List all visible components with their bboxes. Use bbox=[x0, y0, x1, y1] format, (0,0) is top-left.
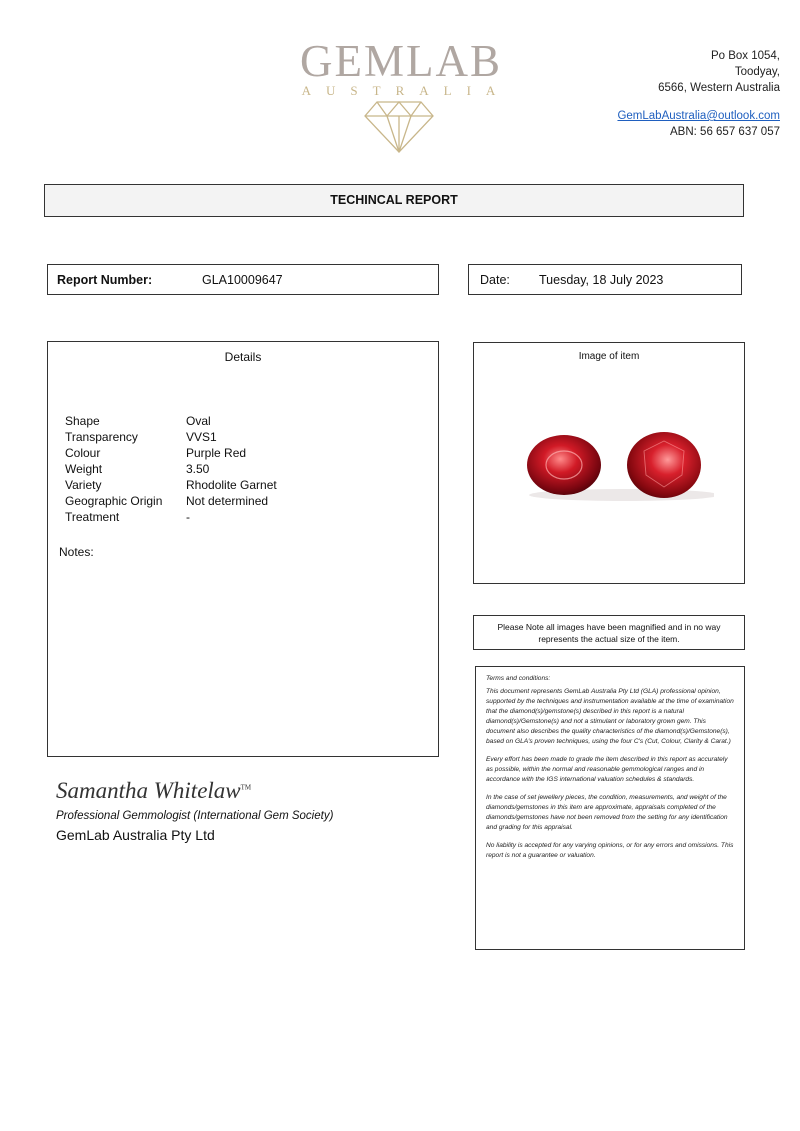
detail-value: Not determined bbox=[186, 494, 269, 508]
detail-value: - bbox=[186, 510, 190, 524]
terms-paragraph: In the case of set jewellery pieces, the condition, measurements, and weight of the diamonds/gemstones in this item are approximate, appraisals completed of the diamonds/gemstones have not been removed from the setting for any identification and grading for this appraisal. bbox=[486, 794, 728, 831]
detail-key: Variety bbox=[65, 478, 102, 492]
report-number-box bbox=[47, 264, 439, 295]
item-image-panel bbox=[473, 342, 745, 584]
logo-subtitle: AUSTRALIA bbox=[301, 83, 511, 98]
signature-name: Samantha Whitelaw bbox=[56, 778, 241, 803]
disclaimer-line: represents the actual size of the item. bbox=[538, 634, 680, 644]
address-line: 6566, Western Australia bbox=[658, 82, 780, 94]
detail-key: Shape bbox=[65, 414, 100, 428]
detail-value: 3.50 bbox=[186, 462, 210, 476]
email-link[interactable]: GemLabAustralia@outlook.com bbox=[617, 110, 780, 122]
abn-number: ABN: 56 657 637 057 bbox=[670, 126, 780, 138]
detail-key: Geographic Origin bbox=[65, 494, 163, 508]
detail-key: Colour bbox=[65, 446, 101, 460]
terms-paragraph: This document represents GemLab Australia Pty Ltd (GLA) professional opinion, supported by the techniques and instrumentation available at the time of examination that the diamond(s)/gemstone(s) described in this report is a natural diamond(s)/Gemstone(s) and not a stimulant or laboratory grown gem. This document also describes the quality characteristics of the diamond(s)/Gemstone(s), based on GLA's proven techniques, using the four C's (Cut, Colour, Clarity & Carat.) bbox=[486, 688, 734, 745]
gemstones-image bbox=[514, 427, 714, 503]
details-panel bbox=[47, 341, 439, 757]
detail-value: Purple Red bbox=[186, 446, 247, 460]
signatory-role: Professional Gemmologist (International Gem Society) bbox=[56, 810, 334, 822]
date-value: Tuesday, 18 July 2023 bbox=[539, 273, 664, 287]
diamond-icon bbox=[363, 100, 435, 154]
terms-paragraph: No liability is accepted for any varying opinions, or for any errors and omissions. This report is not a guarantee or valuation. bbox=[486, 842, 734, 859]
terms-heading: Terms and conditions: bbox=[486, 675, 551, 682]
signature bbox=[56, 778, 251, 804]
trademark-mark: TM bbox=[240, 783, 252, 792]
logo-wordmark: GEMLAB bbox=[300, 36, 502, 86]
image-disclaimer bbox=[473, 615, 745, 650]
address-line: Toodyay, bbox=[734, 66, 780, 78]
detail-value: Oval bbox=[186, 414, 211, 428]
address-line: Po Box 1054, bbox=[710, 50, 780, 62]
company-address bbox=[617, 48, 780, 140]
signatory-company: GemLab Australia Pty Ltd bbox=[56, 827, 215, 843]
disclaimer-line: Please Note all images have been magnified and in no way bbox=[497, 622, 721, 632]
detail-key: Treatment bbox=[65, 510, 120, 524]
terms-panel bbox=[475, 666, 745, 950]
terms-paragraph: Every effort has been made to grade the item described in this report as accurately as possible, within the normal and reasonable gemmological ranges and in accordance with the IGS international valuation schedules & standards. bbox=[486, 756, 728, 783]
notes-label: Notes: bbox=[59, 545, 94, 559]
detail-key: Transparency bbox=[65, 430, 138, 444]
detail-value: Rhodolite Garnet bbox=[186, 478, 277, 492]
detail-value: VVS1 bbox=[186, 430, 217, 444]
details-title: Details bbox=[224, 350, 262, 364]
date-box bbox=[468, 264, 742, 295]
report-number-label: Report Number: bbox=[57, 273, 153, 287]
image-title: Image of item bbox=[578, 351, 640, 362]
gemlab-logo bbox=[268, 34, 530, 154]
detail-key: Weight bbox=[65, 462, 103, 476]
date-label: Date: bbox=[480, 273, 510, 287]
report-title: TECHINCAL REPORT bbox=[44, 184, 744, 217]
report-number-value: GLA10009647 bbox=[202, 273, 283, 287]
